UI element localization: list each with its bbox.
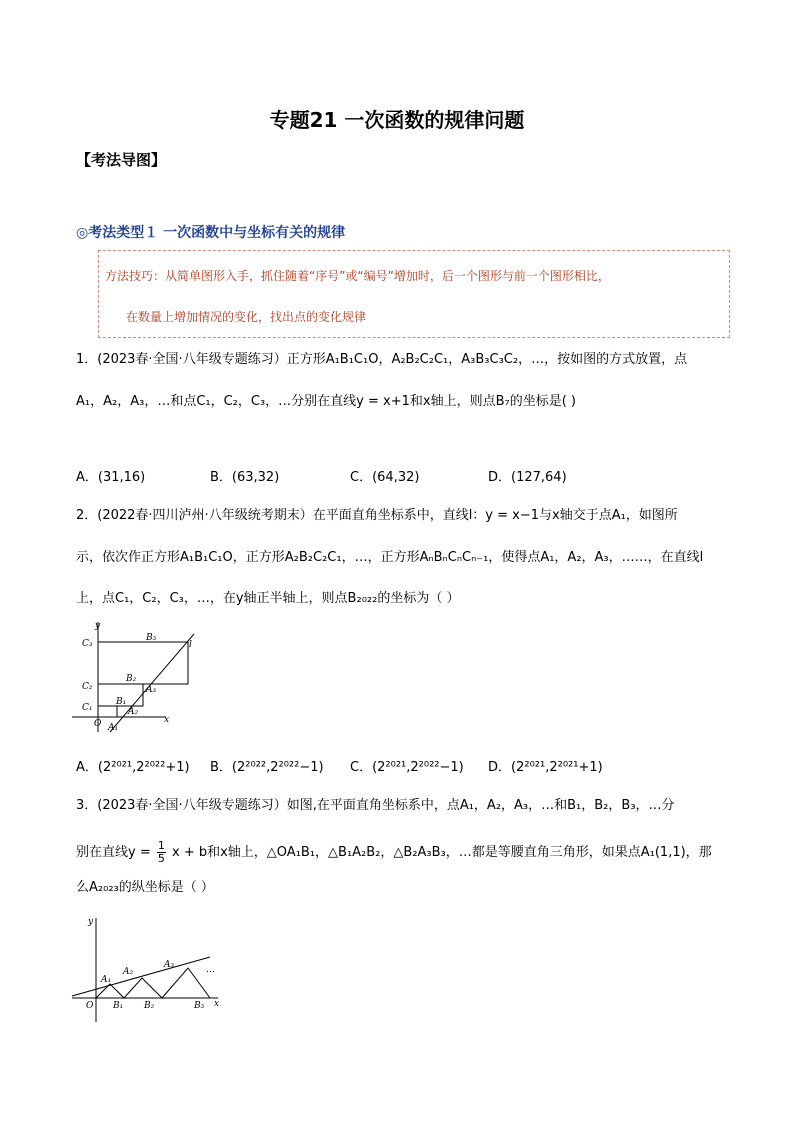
- q2-label-c1: C₁: [82, 703, 93, 713]
- q1-line-2: A₁，A₂，A₃，…和点C₁，C₂，C₃，…分别在直线y = x+1和x轴上，则点B₇的坐标是( ): [76, 394, 576, 409]
- q2-line-3: 上，点C₁，C₂，C₃，…，在y轴正半轴上，则点B₂₀₂₂的坐标为（ ）: [76, 591, 460, 606]
- q2-option-c: C．(2²⁰²¹,2²⁰²²−1): [350, 760, 464, 775]
- q2-label-b2: B₂: [126, 674, 137, 684]
- q3-line: [72, 957, 210, 996]
- q2-line-1: 2．(2022春·四川泸州·八年级统考期末）在平面直角坐标系中，直线l：y = x−1与x轴交于点A₁，如图所: [76, 508, 678, 523]
- q3-line-2-start: 别在直线y =: [76, 845, 151, 860]
- q3-label-o: O: [86, 1001, 94, 1011]
- q2-label-o: O: [94, 719, 102, 729]
- q2-label-c2: C₂: [82, 682, 93, 692]
- q2-label-a3: A₃: [146, 685, 157, 695]
- q2-option-b: B．(2²⁰²²,2²⁰²²−1): [210, 760, 324, 775]
- q2-label-x: x: [164, 715, 170, 725]
- method-tip-line-1: 方法技巧：从简单图形入手，抓住随着“序号”或“编号”增加时，后一个图形与前一个图形相比，: [105, 269, 610, 283]
- q3-label-b2: B₂: [144, 1001, 155, 1011]
- q3-line-3: 么A₂₀₂₃的纵坐标是（ ）: [76, 880, 214, 895]
- q2-label-b1: B₁: [116, 697, 127, 707]
- q2-square-3: [98, 642, 188, 684]
- page-title: 专题21 一次函数的规律问题: [269, 108, 525, 132]
- q1-option-a: A．(31,16): [76, 470, 146, 485]
- q1-line-1: 1．(2023春·全国·八年级专题练习）正方形A₁B₁C₁O，A₂B₂C₂C₁，A₃B₃C₃C₂，…，按如图的方式放置，点: [76, 352, 688, 367]
- q3-fraction-num: 1: [157, 839, 165, 852]
- q3-label-a2: A₂: [123, 967, 134, 977]
- q3-fraction-den: 5: [157, 852, 165, 865]
- q1-option-c: C．(64,32): [350, 470, 420, 485]
- q2-label-c3: C₃: [82, 639, 93, 649]
- kaofa-title: ◎考法类型１ 一次函数中与坐标有关的规律: [76, 225, 346, 241]
- method-tip-line-2: 在数量上增加情况的变化，找出点的变化规律: [126, 310, 367, 324]
- q2-label-b3: B₃: [146, 633, 157, 643]
- q2-label-a2: A₂: [128, 707, 139, 717]
- q3-label-x: x: [214, 999, 220, 1009]
- q3-fraction: [157, 840, 166, 865]
- q2-square-1: [98, 706, 117, 717]
- q2-option-a: A．(2²⁰²¹,2²⁰²²+1): [76, 760, 190, 775]
- q3-line-2-end: x + b和x轴上，△OA₁B₁，△B₁A₂B₂，△B₂A₃B₃，…都是等腰直角三角形，如果点A₁(1,1)，那: [172, 845, 712, 860]
- q3-label-a1: A₁: [101, 975, 112, 985]
- q3-label-b3: B₃: [194, 1001, 205, 1011]
- q2-line-2: 示，依次作正方形A₁B₁C₁O，正方形A₂B₂C₂C₁，…，正方形AₙBₙCₙCₙ₋₁，使得点A₁，A₂，A₃，……，在直线l: [76, 550, 704, 565]
- q2-figure: [70, 618, 200, 736]
- q3-label-ellipsis: …: [206, 965, 215, 975]
- q3-figure: [68, 912, 228, 1024]
- q1-option-d: D．(127,64): [488, 470, 567, 485]
- q3-line-1: 3．(2023春·全国·八年级专题练习）如图,在平面直角坐标系中，点A₁，A₂，A₃，…和B₁，B₂，B₃，…分: [76, 798, 675, 813]
- q3-label-y: y: [88, 917, 94, 927]
- q2-label-a1: A₁: [108, 723, 119, 733]
- q2-option-d: D．(2²⁰²¹,2²⁰²¹+1): [488, 760, 603, 775]
- q2-label-l: l: [189, 640, 192, 650]
- q3-line-2: [76, 840, 712, 865]
- q3-triangles: [96, 968, 210, 998]
- q3-label-b1: B₁: [113, 1001, 124, 1011]
- q2-label-y: y: [95, 621, 101, 631]
- q3-label-a3: A₃: [164, 960, 175, 970]
- section-heading: 【考法导图】: [76, 151, 167, 169]
- q1-option-b: B．(63,32): [210, 470, 280, 485]
